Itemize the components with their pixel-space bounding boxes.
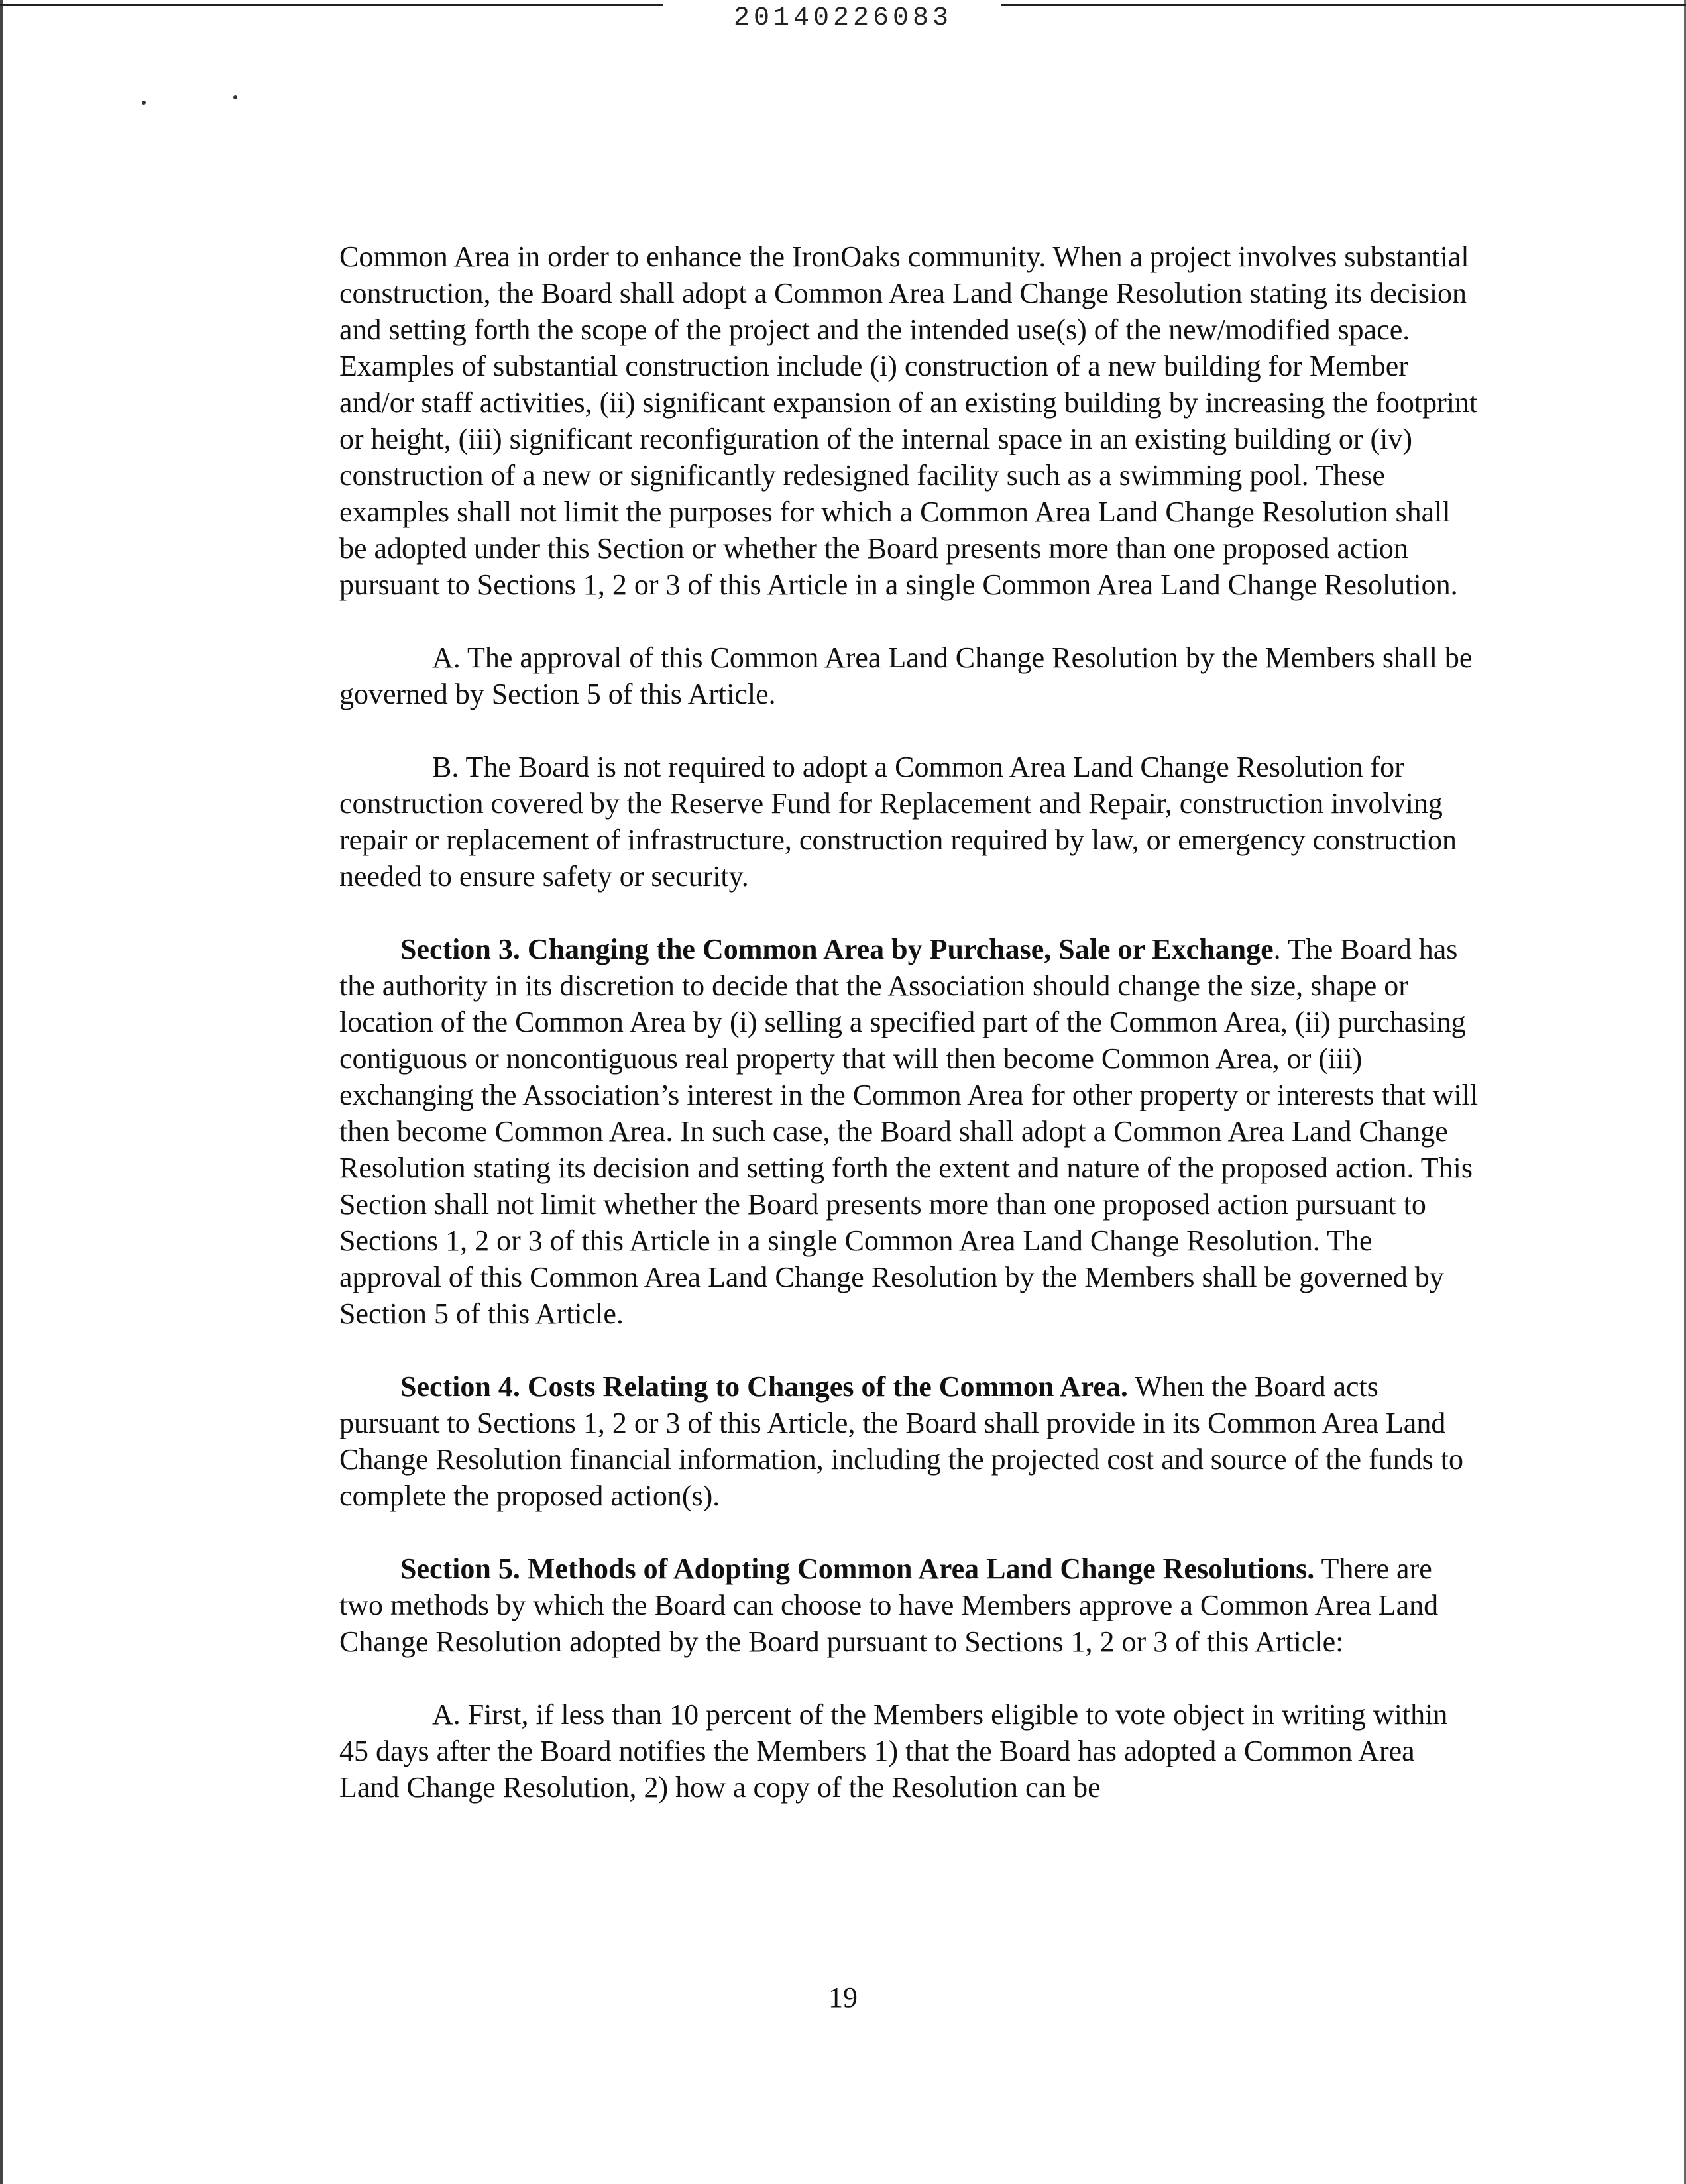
paragraph-subsection-a: A. The approval of this Common Area Land Change Resolution by the Members shall be governed by Section 5 of this Article. [339, 641, 1473, 710]
paragraph-common-area-construction: Common Area in order to enhance the IronOaks community. When a project involves substantial construction, the Board shall adopt a Common Area Land Change Resolution stating its decision and setting forth the scope of the project and the intended use(s) of the new/modified space. Examples of substantial construction include (i) construction of a new building for Member and/or staff activities, (ii) significant expansion of an existing building by increasing the footprint or height, (iii) significant reconfiguration of the internal space in an existing building or (iv) construction of a new or significantly redesigned facility such as a swimming pool. These examples shall not limit the purposes for which a Common Area Land Change Resolution shall be adopted under this Section or whether the Board presents more than one proposed action pursuant to Sections 1, 2 or 3 of this Article in a single Common Area Land Change Resolution. [339, 241, 1478, 601]
scan-edge-left [0, 0, 3, 2184]
scan-speck [142, 101, 146, 105]
section-3-paragraph [339, 931, 1479, 1332]
paragraph-method-a: A. First, if less than 10 percent of the Members eligible to vote object in writing within 45 days after the Board notifies the Members 1) that the Board has adopted a Common Area Land Change Resolution, 2) how a copy of the Resolution can be [339, 1698, 1448, 1804]
section-5-heading: Section 5. Methods of Adopting Common Area Land Change Resolutions. [400, 1553, 1315, 1585]
section-3-body: . The Board has the authority in its discretion to decide that the Association should change the size, shape or location of the Common Area by (i) selling a specified part of the Common Area, (ii) purchasing contiguous or noncontiguous real property that will then become Common Area, or (iii) exchanging the Association’s interest in the Common Area for other property or interests that will then become Common Area. In such case, the Board shall adopt a Common Area Land Change Resolution stating its decision and setting forth the extent and nature of the proposed action. This Section shall not limit whether the Board presents more than one proposed action pursuant to Sections 1, 2 or 3 of this Article in a single Common Area Land Change Resolution. The approval of this Common Area Land Change Resolution by the Members shall be governed by Section 5 of this Article. [339, 933, 1479, 1330]
page-number: 19 [828, 1981, 858, 2014]
scan-speck [233, 95, 237, 99]
page-body [339, 239, 1479, 1842]
section-4-heading: Section 4. Costs Relating to Changes of the Common Area. [400, 1370, 1128, 1403]
paragraph-subsection-b: B. The Board is not required to adopt a Common Area Land Change Resolution for construction covered by the Reserve Fund for Replacement and Repair, construction involving repair or replacement of infrastructure, construction required by law, or emergency construction needed to ensure safety or security. [339, 751, 1457, 893]
section-4-paragraph [339, 1368, 1479, 1514]
section-3-heading: Section 3. Changing the Common Area by Purchase, Sale or Exchange [400, 933, 1274, 965]
section-4-body: When the Board acts pursuant to Sections 1, 2 or 3 of this Article, the Board shall provide in its Common Area Land Change Resolution financial information, including the projected cost and source of the funds to complete the proposed action(s). [339, 1370, 1464, 1512]
document-recording-number: 20140226083 [733, 3, 953, 33]
section-5-paragraph [339, 1551, 1479, 1660]
section-5-body: There are two methods by which the Board can choose to have Members approve a Common Area Land Change Resolution adopted by the Board pursuant to Sections 1, 2 or 3 of this Article: [339, 1553, 1439, 1658]
